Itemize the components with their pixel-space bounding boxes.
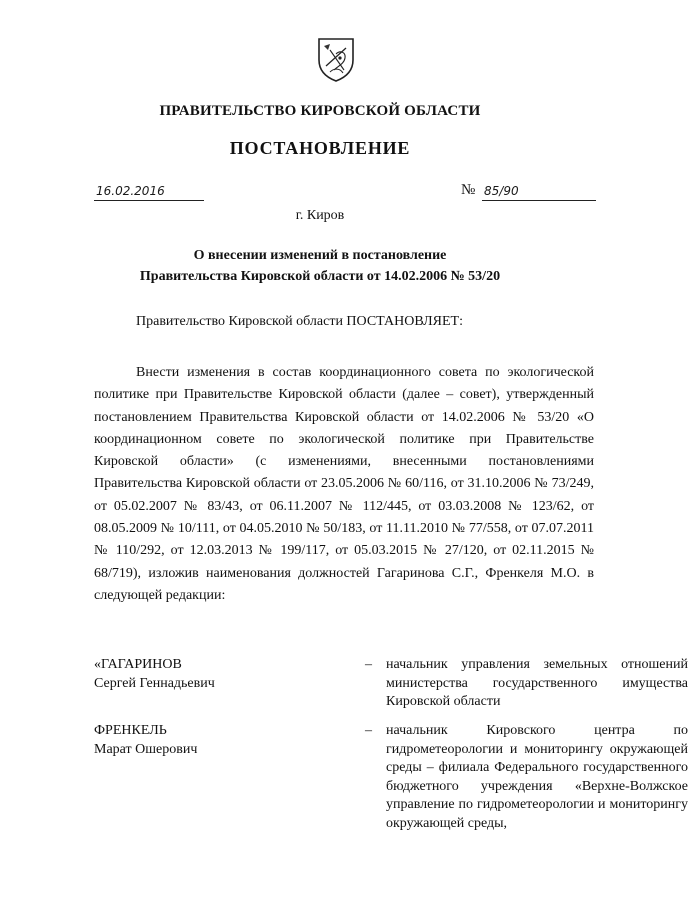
document-number: 85/90 (482, 184, 596, 201)
preamble (94, 311, 594, 333)
member-surname: ФРЕНКЕЛЬ (94, 723, 167, 738)
coat-of-arms-icon (316, 36, 356, 82)
member-name (94, 656, 264, 693)
subject-line-1: О внесении изменений в постановление (193, 248, 447, 263)
document-date: 16.02.2016 (94, 184, 204, 201)
city: г. Киров (295, 208, 345, 223)
preamble-text: Правительство Кировской области ПОСТАНОВЛЯЕТ: (136, 314, 463, 329)
member-position: начальник управления земельных отношений министерства государственного имущества Кировской области (386, 657, 688, 709)
member-surname: «ГАГАРИНОВ (94, 657, 182, 672)
main-paragraph: Внести изменения в состав координационного совета по экологической политике при Правительстве Кировской области (далее – совет), утвержденный постановлением Правительства Кировской области от 14.02.2006 № 53/20 «О координационном совете по экологической политике при Правительстве Кировской области» (с изменениями, внесенными постановлениями Правительства Кировской области от 23.05.2006 № 60/116, от 31.10.2006 № 73/249, от 05.02.2007 № 83/43, от 06.11.2007 № 112/445, от 03.03.2008 № 123/62, от 08.05.2009 № 10/111, от 04.05.2010 № 50/183, от 11.11.2010 № 77/558, от 07.07.2011 № 110/292, от 12.03.2013 № 199/117, от 05.03.2015 № 27/120, от 02.11.2015 № 68/719), изложив наименования должностей Гагаринова С.Г., Френкеля М.О. в следующей редакции: (94, 365, 594, 603)
member-dash: – (365, 723, 372, 738)
member-name (94, 722, 264, 759)
number-sign: № (461, 182, 476, 198)
government-title: ПРАВИТЕЛЬСТВО КИРОВСКОЙ ОБЛАСТИ (159, 103, 481, 119)
member-given-name: Сергей Геннадьевич (94, 675, 215, 691)
subject-line-2: Правительства Кировской области от 14.02.2006 № 53/20 (139, 269, 501, 284)
member-entry (94, 722, 688, 842)
document-subject (0, 245, 640, 287)
document-type: ПОСТАНОВЛЕНИЕ (229, 138, 411, 158)
member-dash: – (365, 657, 372, 672)
member-entry (94, 656, 688, 712)
member-given-name: Марат Ошерович (94, 741, 198, 757)
member-position: начальник Кировского центра по гидрометеорологии и мониторингу окружающей среды – филиала Федерального государственного бюджетного учреждения «Верхне-Волжское управление по гидрометеорологии и мониторингу окружающей среды, (386, 723, 688, 831)
